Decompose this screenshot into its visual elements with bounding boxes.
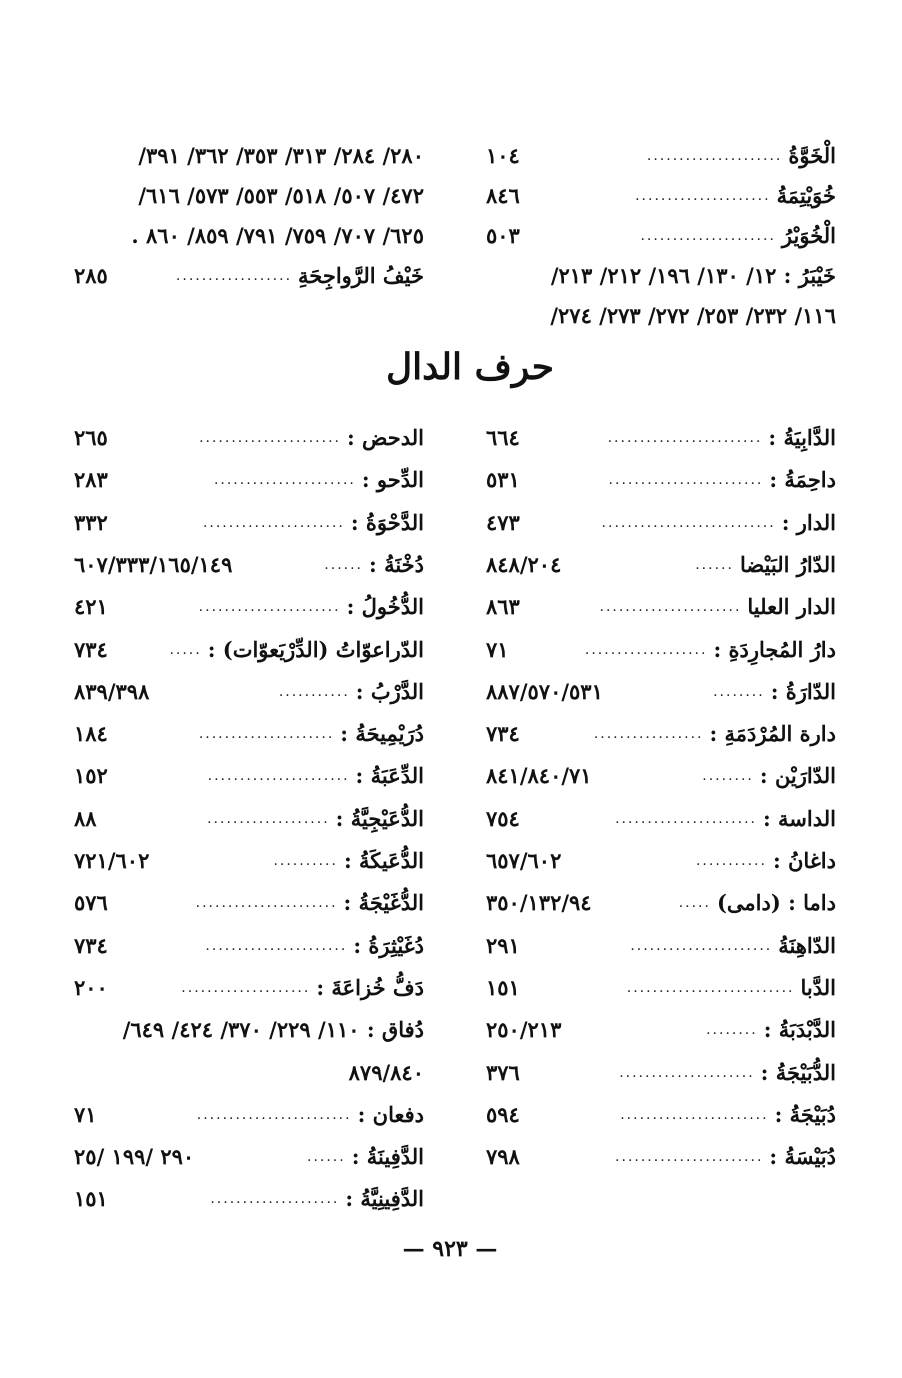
entry-term: دُخْنَةُ :: [369, 551, 424, 577]
entry-page-numbers: ٣٧٦: [486, 1059, 520, 1085]
leader-dots: .....................: [198, 727, 335, 743]
entry-page-numbers: ٤٢١: [74, 594, 108, 620]
index-entry: [486, 410, 836, 448]
index-entry: [74, 622, 424, 660]
leader-dots: .....................: [646, 149, 783, 164]
entry-term: دُرَيْمِيحَةُ :: [340, 721, 424, 747]
leader-dots: ...........: [695, 854, 767, 869]
index-continuation-line: [74, 168, 424, 206]
index-entry: [486, 706, 836, 747]
index-entry: [486, 918, 836, 956]
entry-page-numbers: ٨٦٣: [486, 594, 520, 620]
entry-page-numbers: ٢٨٣: [74, 467, 108, 493]
entry-term: دُبَيْسَةُ :: [769, 1144, 836, 1170]
index-entry: [486, 208, 836, 246]
entry-page-numbers: ١٨٤: [74, 721, 108, 747]
entry-term: الدّراعوّاتُ (الدِّرْيَعوّات) :: [207, 636, 424, 662]
leader-dots: ...........................: [601, 515, 776, 531]
entry-page-numbers: ٢٥٠/٢١٣: [486, 1017, 562, 1043]
index-entry: [486, 622, 836, 660]
index-entry: [486, 960, 836, 998]
entry-text: ١١٦/ ٢٣٢/ ٢٥٣/ ٢٧٢/ ٢٧٣/ ٢٧٤/: [550, 303, 836, 328]
leader-dots: ......: [307, 1150, 346, 1166]
leader-dots: ......................: [207, 769, 350, 785]
entry-page-numbers: ٨٤٦: [486, 183, 520, 208]
leader-dots: ......................: [615, 811, 757, 827]
entry-term: دُبَيْجَةُ :: [774, 1101, 836, 1127]
entry-term: الدَّابِيَةُ :: [768, 425, 836, 450]
entry-term: داما : (دامى): [716, 890, 836, 916]
entry-term: دارُ المُجارِدَةِ :: [713, 636, 836, 662]
entry-page-numbers: ٧١: [486, 636, 509, 662]
index-entry: [486, 168, 836, 206]
leader-dots: ......................: [199, 431, 341, 446]
entry-term: الدّاهِنَةُ: [778, 932, 836, 958]
entry-page-numbers: ٥٠٣: [486, 223, 520, 248]
entry-page-numbers: ٢٦٥: [74, 425, 108, 450]
entry-term: خُوَيْتِمَةُ: [776, 183, 836, 208]
entry-page-numbers: ٢٠٠: [74, 974, 108, 1000]
index-entry: [74, 875, 424, 916]
leader-dots: ....................: [210, 1192, 340, 1208]
entry-page-numbers: ٦٠٧/٣٣٣/١٦٥/١٤٩: [74, 551, 233, 577]
index-entry: [74, 748, 424, 789]
index-entry: [74, 706, 424, 747]
index-entry: [74, 960, 424, 998]
index-entry: [74, 1087, 424, 1125]
leader-dots: ........................: [607, 431, 763, 446]
entry-text: خَيْبَرُ : ١٢/ ١٣٠/ ١٩٦/ ٢١٢/ ٢١٣/: [550, 263, 836, 288]
entry-term: الدُّخُولُ :: [346, 594, 424, 620]
entry-term: الدَّرْبُ :: [355, 678, 424, 704]
entry-term: الدحض :: [346, 425, 424, 450]
entry-term: الدَّفِينِيَّةُ :: [345, 1186, 424, 1212]
leader-dots: ........................: [608, 473, 764, 489]
index-entry: [74, 495, 424, 533]
index-entry: [74, 1129, 424, 1170]
index-entry: [74, 791, 424, 829]
leader-dots: .......................: [620, 1107, 769, 1123]
entry-term: الدّارَيْن :: [759, 763, 836, 789]
entry-term: الداسة :: [762, 805, 836, 831]
entry-term: داحِمَةُ :: [769, 467, 836, 493]
index-entry: [486, 748, 836, 789]
index-entry: [486, 833, 836, 871]
entry-page-numbers: ٨٣٩/٣٩٨: [74, 678, 150, 704]
entry-term: دارة المُرْدَمَةِ :: [709, 721, 836, 747]
leader-dots: ...........: [278, 684, 350, 700]
index-entry: [486, 495, 836, 533]
entry-term: الدُّعَيْجِيَّةُ :: [335, 805, 424, 831]
leader-dots: ...................: [584, 642, 708, 658]
entry-page-numbers: ٦٥٧/٦٠٢: [486, 848, 562, 873]
entry-term: الدُّعَيكَةُ :: [343, 848, 424, 873]
entry-term: دفعان :: [357, 1101, 424, 1127]
leader-dots: ......................: [205, 938, 348, 954]
entry-text: ٦٢٥/ ٧٠٧/ ٧٥٩/ ٧٩١/ ٨٥٩/ ٨٦٠ .: [131, 223, 424, 248]
entry-term: دُغَيْثِرَةُ :: [353, 932, 424, 958]
entry-page-numbers: ١٥١: [486, 974, 520, 1000]
leader-dots: ..........: [273, 854, 338, 869]
entry-page-numbers: ٧٣٤: [74, 636, 108, 662]
leader-dots: .....................: [619, 1065, 755, 1081]
entry-page-numbers: ٣٥٠/١٣٢/٩٤: [486, 890, 592, 916]
index-entry: [74, 664, 424, 702]
leader-dots: ......................: [198, 600, 341, 616]
entry-page-numbers: ٨٨: [74, 805, 97, 831]
entry-term: خَيْفُ الرَّواجِحَةِ: [298, 263, 424, 288]
top-right-block: [486, 128, 836, 338]
entry-page-numbers: ٧٩٨: [486, 1144, 520, 1170]
leader-dots: ......................: [599, 600, 742, 616]
index-entry: [486, 579, 836, 620]
index-entry: [486, 1129, 836, 1170]
entry-term: الدّارَةُ :: [770, 678, 836, 704]
entry-term: الدِّحو :: [361, 467, 424, 493]
entry-page-numbers: ٢٩١: [486, 932, 520, 958]
entry-term: الدَّبا: [800, 974, 836, 1000]
leader-dots: ......................: [195, 896, 338, 912]
index-entry: [486, 1002, 836, 1043]
leader-dots: ......: [324, 557, 363, 573]
entry-text: ٤٧٢/ ٥٠٧/ ٥١٨/ ٥٥٣/ ٥٧٣/ ٦١٦/: [138, 183, 424, 208]
entry-text: ٨٧٩/٨٤٠: [348, 1059, 424, 1085]
leader-dots: ......................: [202, 515, 345, 531]
index-entry: [486, 128, 836, 166]
leader-dots: ....................: [181, 980, 311, 996]
entry-page-numbers: ٣٣٢: [74, 509, 108, 535]
leader-dots: ......: [695, 557, 734, 573]
index-entry: [486, 537, 836, 575]
entry-page-numbers: ٧١: [74, 1101, 97, 1127]
index-entry: [486, 791, 836, 829]
entry-page-numbers: ٧٣٤: [74, 932, 108, 958]
entry-page-numbers: ٢٩٠ /١٩٩ /٢٥: [74, 1144, 195, 1170]
leader-dots: .................: [593, 727, 704, 743]
entry-term: الدَّحْوَةُ :: [350, 509, 424, 535]
left-index-column: [74, 410, 424, 1210]
entry-term: الْخُوَيْرُ: [781, 223, 836, 248]
leader-dots: ........................: [196, 1107, 352, 1123]
index-entry: [486, 452, 836, 493]
index-entry: [74, 833, 424, 871]
index-continuation-line: [486, 288, 836, 326]
index-entry: [74, 452, 424, 493]
entry-text: دُفاق : ١١٠/ ٢٢٩/ ٣٧٠/ ٤٢٤/ ٦٤٩/: [122, 1017, 424, 1043]
entry-page-numbers: ٥٣١: [486, 467, 520, 493]
top-left-block: [74, 128, 424, 288]
index-entry: [486, 1045, 836, 1083]
index-entry: [74, 918, 424, 956]
index-continuation-line: [486, 248, 836, 286]
leader-dots: ...................: [207, 811, 330, 827]
index-entry: [74, 537, 424, 575]
index-entry: [74, 248, 424, 286]
entry-page-numbers: ٨٤١/٨٤٠/٧١: [486, 763, 592, 789]
entry-term: الدُّغَيْجَةُ :: [343, 890, 424, 916]
entry-page-numbers: ١٥٢: [74, 763, 108, 789]
leader-dots: ......................: [630, 938, 773, 954]
entry-term: دَفُّ خُزاعَةَ :: [316, 974, 424, 1000]
index-entry: [486, 1087, 836, 1125]
leader-dots: .....: [678, 896, 711, 912]
leader-dots: ........: [713, 684, 765, 700]
entry-term: الدِّعَبَةُ :: [355, 763, 424, 789]
page-number: — ٩٢٣ —: [402, 1236, 498, 1262]
leader-dots: .......................: [615, 1150, 764, 1166]
leader-dots: .....................: [635, 189, 771, 204]
entry-term: الدّارُ البَيْضا: [739, 551, 836, 577]
leader-dots: ......................: [213, 473, 356, 489]
entry-page-numbers: ١٠٤: [486, 143, 520, 168]
entry-page-numbers: ٦٦٤: [486, 425, 520, 450]
entry-term: الدَّفِينَةُ :: [351, 1144, 424, 1170]
entry-text: ٢٨٠/ ٢٨٤/ ٣١٣/ ٣٥٣/ ٣٦٢/ ٣٩١/: [138, 143, 424, 168]
index-entry: [74, 410, 424, 448]
leader-dots: ..........................: [626, 980, 795, 996]
leader-dots: .....: [169, 642, 202, 658]
entry-term: الدار العليا: [747, 594, 836, 620]
leader-dots: ........: [702, 769, 754, 785]
entry-page-numbers: ٧٣٤: [486, 721, 520, 747]
index-continuation-line: [74, 1002, 424, 1043]
entry-page-numbers: ٢٨٥: [74, 263, 108, 288]
entry-page-numbers: ١٥١: [74, 1186, 108, 1212]
entry-page-numbers: ٧٥٤: [486, 805, 520, 831]
entry-term: الْخَوَّةُ: [788, 143, 836, 168]
index-continuation-line: [74, 208, 424, 246]
entry-page-numbers: ٥٧٦: [74, 890, 108, 916]
index-entry: [486, 664, 836, 702]
entry-term: الدار :: [781, 509, 836, 535]
entry-page-numbers: ٥٩٤: [486, 1101, 520, 1127]
entry-term: الدَّبْدَبَةُ :: [763, 1017, 836, 1043]
entry-page-numbers: ٧٢١/٦٠٢: [74, 848, 150, 873]
entry-page-numbers: ٨٨٧/٥٧٠/٥٣١: [486, 678, 603, 704]
entry-page-numbers: ٤٧٣: [486, 509, 520, 535]
index-continuation-line: [74, 128, 424, 166]
index-entry: [486, 875, 836, 916]
entry-page-numbers: ٨٤٨/٢٠٤: [486, 551, 562, 577]
right-index-column: [486, 410, 836, 1190]
section-heading: حرف الدال: [386, 346, 554, 388]
index-continuation-line: [74, 1045, 424, 1083]
entry-term: الدُّبَيْجَةُ :: [760, 1059, 836, 1085]
index-entry: [74, 1171, 424, 1212]
leader-dots: ..................: [175, 269, 293, 284]
entry-term: داغانُ :: [772, 848, 836, 873]
leader-dots: .....................: [640, 229, 776, 244]
leader-dots: ........: [706, 1023, 758, 1039]
index-entry: [74, 579, 424, 620]
